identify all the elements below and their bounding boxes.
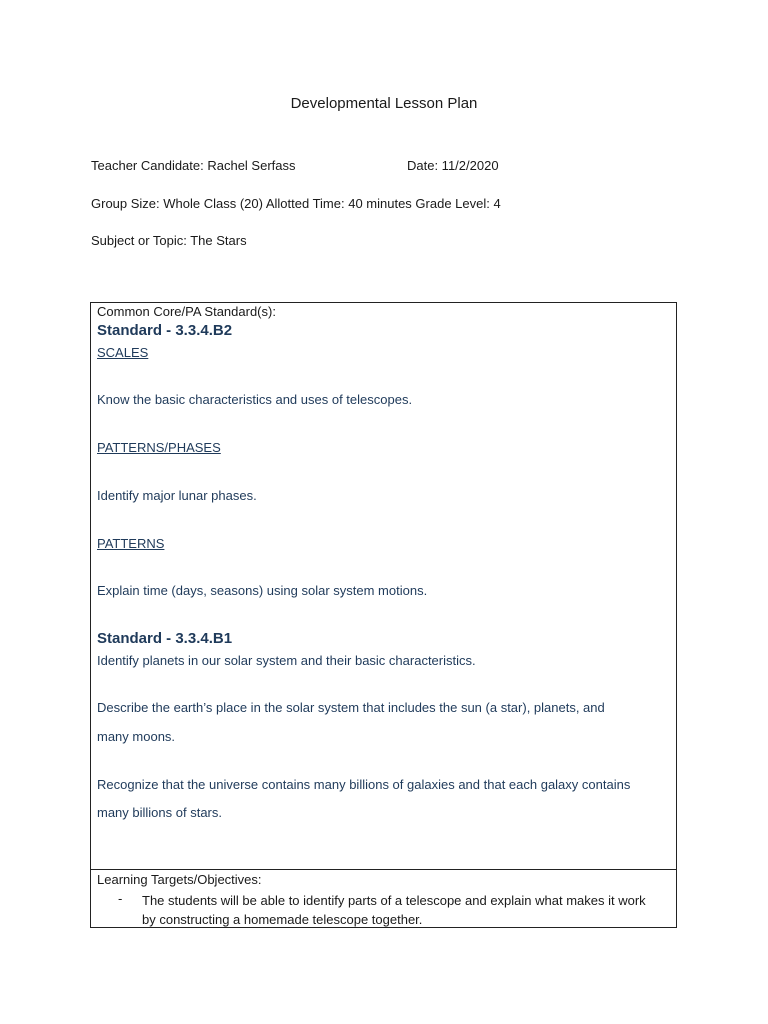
- standard-b2-heading: Standard - 3.3.4.B2: [97, 322, 233, 339]
- patterns-phases-text: Identify major lunar phases.: [97, 488, 257, 503]
- standards-label: Common Core/PA Standard(s):: [97, 304, 276, 319]
- document-title: Developmental Lesson Plan: [290, 95, 478, 112]
- b1-line2b: many moons.: [97, 729, 176, 744]
- objective-item: The students will be able to identify parts of a telescope and explain what makes it work by constructing a homemade telescope together.: [142, 893, 646, 927]
- objectives-label: Learning Targets/Objectives:: [97, 872, 262, 887]
- b1-line2a: Describe the earth’s place in the solar system that includes the sun (a star), planets, and: [97, 700, 605, 715]
- patterns-phases-label: PATTERNS/PHASES: [97, 440, 221, 455]
- teacher-candidate: Teacher Candidate: Rachel Serfass: [91, 158, 296, 173]
- scales-text: Know the basic characteristics and uses of telescopes.: [97, 392, 413, 407]
- b1-line3b: many billions of stars.: [97, 805, 222, 820]
- scales-label: SCALES: [97, 345, 149, 360]
- patterns-text: Explain time (days, seasons) using solar system motions.: [97, 583, 428, 598]
- group-size-line: Group Size: Whole Class (20) Allotted Time: 40 minutes Grade Level: 4: [91, 196, 501, 211]
- b1-line3a: Recognize that the universe contains many billions of galaxies and that each galaxy contains: [97, 777, 631, 792]
- bullet-marker: -: [118, 891, 123, 906]
- subject-topic: Subject or Topic: The Stars: [91, 233, 247, 248]
- b1-line1: Identify planets in our solar system and their basic characteristics.: [97, 653, 476, 668]
- standard-b1-heading: Standard - 3.3.4.B1: [97, 630, 233, 647]
- patterns-label: PATTERNS: [97, 536, 165, 551]
- lesson-date: Date: 11/2/2020: [407, 158, 499, 173]
